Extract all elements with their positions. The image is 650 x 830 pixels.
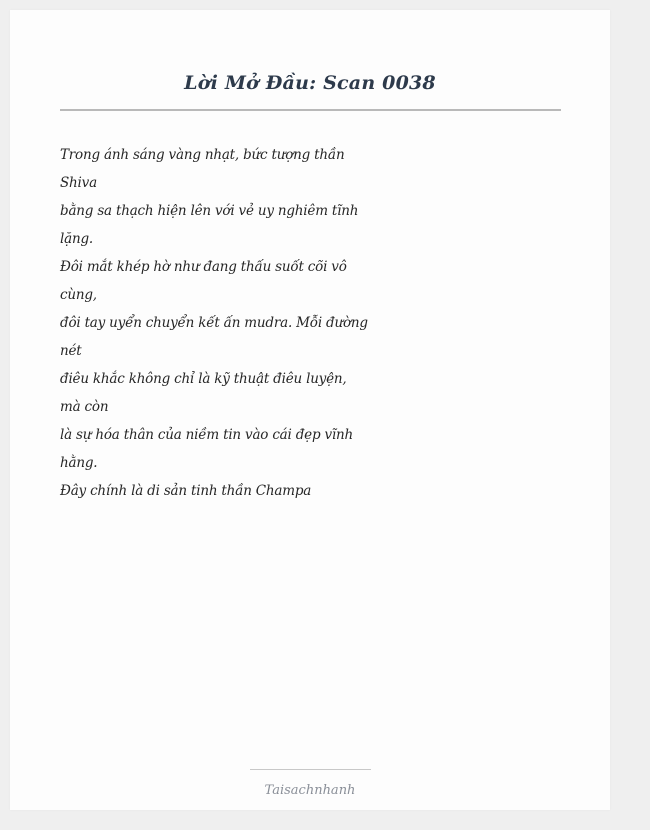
text-line: bằng sa thạch hiện lên với vẻ uy nghiêm tĩnh — [60, 203, 359, 219]
text-line: Đôi mắt khép hờ như đang thấu suốt cõi vô — [60, 259, 347, 275]
page-title: Lời Mở Đầu: Scan 0038 — [184, 72, 436, 94]
text-line: là sự hóa thân của niềm tin vào cái đẹp vĩnh — [60, 427, 354, 443]
title-divider — [60, 109, 561, 111]
text-line: đôi tay uyển chuyển kết ấn mudra. Mỗi đường — [60, 315, 368, 331]
footer-label: Taisachnhanh — [264, 783, 356, 798]
poem-body — [60, 141, 380, 505]
text-line: Trong ánh sáng vàng nhạt, bức tượng thần — [60, 147, 345, 163]
text-line: Shiva — [60, 175, 97, 191]
text-line: Đây chính là di sản tinh thần Champa — [60, 483, 312, 499]
document-page — [10, 10, 610, 810]
text-line: hằng. — [60, 455, 98, 471]
text-line: điêu khắc không chỉ là kỹ thuật điêu luyện, — [60, 371, 347, 387]
text-line: mà còn — [60, 399, 109, 415]
text-line: cùng, — [60, 287, 97, 303]
text-line: nét — [60, 343, 82, 359]
text-line: lặng. — [60, 231, 93, 247]
footer-divider — [250, 769, 371, 770]
